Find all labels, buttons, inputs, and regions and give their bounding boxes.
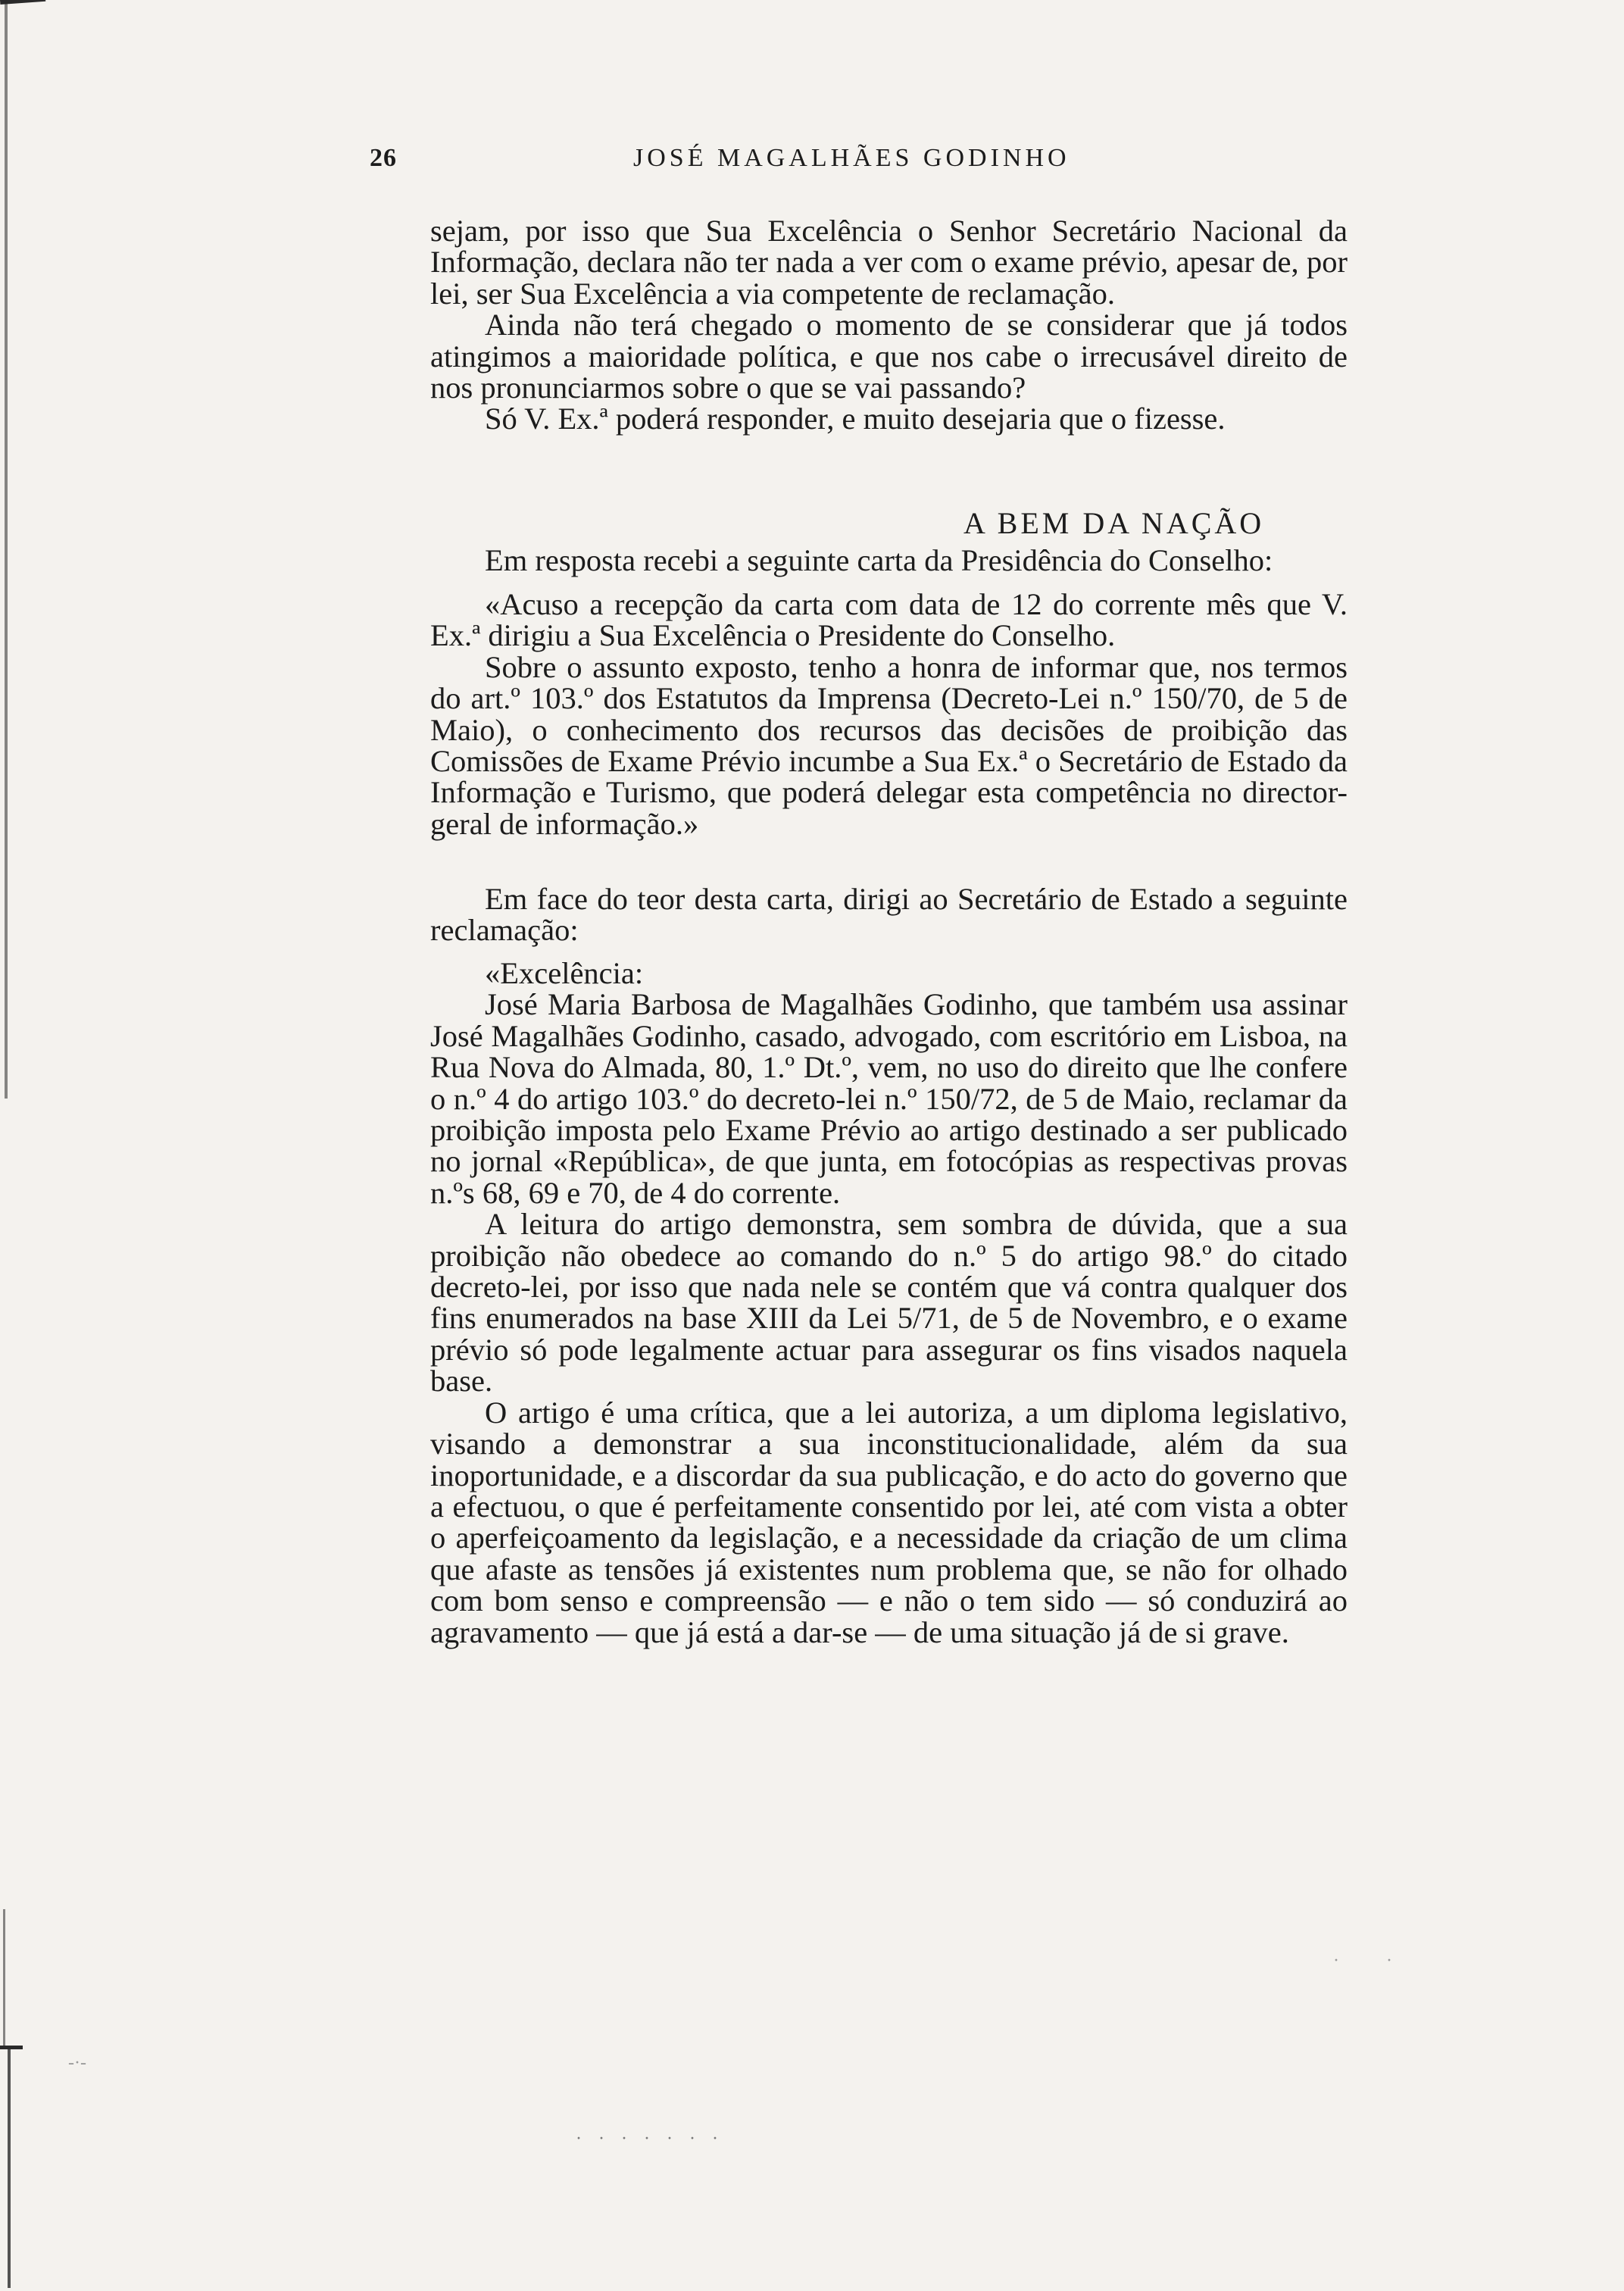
- letter-ending: [430, 215, 1348, 435]
- paragraph: Ainda não terá chegado o momento de se considerar que já todos atingimos a maioridade política, e que nos cabe o irrecusável direito de nos pronunciarmos sobre o que se vai passando?: [430, 308, 1348, 405]
- paragraph: «Acuso a recepção da carta com data de 12 do corrente mês que V. Ex.ª dirigiu a Sua Excelência o Presidente do Conselho.: [430, 587, 1348, 653]
- salutation: «Excelência:: [485, 956, 644, 990]
- scan-speck: ·: [1386, 1951, 1392, 1971]
- paragraph: sejam, por isso que Sua Excelência o Senhor Secretário Nacional da Informação, declara não ter nada a ver com o exame prévio, apesar de, por lei, ser Sua Excelência a via competente de reclamação.: [430, 214, 1348, 311]
- intro-paragraph-1: [430, 545, 1348, 576]
- scan-edge-mark: [3, 1909, 5, 2046]
- paragraph: Sobre o assunto exposto, tenho a honra de informar que, nos termos do art.º 103.º dos Estatutos da Imprensa (Decreto-Lei n.º 150/70, de 5 de Maio), o conhecimento dos recursos das decisões de proibição das Comissões de Exame Prévio incumbe a Sua Ex.ª o Secretário de Estado da Informação e Turismo, que poderá delegar esta competência no director-geral de informação.»: [430, 649, 1348, 841]
- running-title: JOSÉ MAGALHÃES GODINHO: [633, 144, 1070, 172]
- presidency-reply: [430, 589, 1348, 839]
- letter-signoff: A BEM DA NAÇÃO: [963, 506, 1265, 540]
- scan-smudge: · · · · · · ·: [576, 2129, 724, 2149]
- paragraph: Em resposta recebi a seguinte carta da Presidência do Conselho:: [485, 543, 1273, 577]
- intro-paragraph-2: [430, 883, 1348, 946]
- page-number: 26: [370, 144, 397, 172]
- scan-speck: -·-: [68, 2053, 86, 2073]
- running-header: [0, 144, 1624, 189]
- paragraph: Só V. Ex.ª poderá responder, e muito desejaria que o fizesse.: [485, 402, 1226, 436]
- scan-edge-mark: [0, 2046, 23, 2049]
- paragraph: José Maria Barbosa de Magalhães Godinho, que também usa assinar José Magalhães Godinho, casado, advogado, com escritório em Lisboa, na Rua Nova do Almada, 80, 1.º Dt.º, vem, no uso do direito que lhe confere o n.º 4 do artigo 103.º do decreto-lei n.º 150/72, de 5 de Maio, reclamar da proibição imposta pelo Exame Prévio ao artigo destinado a ser publicado no jornal «República», de que junta, em fotocópias as respectivas provas n.ºs 68, 69 e 70, de 4 do corrente.: [430, 987, 1348, 1210]
- scan-edge-mark: [8, 2046, 11, 2288]
- paragraph: Em face do teor desta carta, dirigi ao Secretário de Estado a seguinte reclamação:: [430, 882, 1348, 948]
- scan-speck: ·: [1333, 1951, 1339, 1971]
- paragraph: A leitura do artigo demonstra, sem sombra de dúvida, que a sua proibição não obedece ao comando do n.º 5 do artigo 98.º do citado decreto-lei, por isso que nada nele se contém que vá contra qualquer dos fins enumerados na base XIII da Lei 5/71, de 5 de Novembro, e o exame prévio só pode legalmente actuar para assegurar os fins visados naquela base.: [430, 1207, 1348, 1399]
- complaint-letter: [430, 958, 1348, 1648]
- paragraph: O artigo é uma crítica, que a lei autoriza, a um diploma legislativo, visando a demonstrar a sua inconstitucionalidade, além da sua inoportunidade, e a discordar da sua publicação, e do acto do governo que a efectuou, o que é perfeitamente consentido por lei, até com vista a obter o aperfeiçoamento da legislação, e a necessidade da criação de um clima que afaste as tensões já existentes num problema que, se não for olhado com bom senso e compreensão — e não o tem sido — só conduzirá ao agravamento — que já está a dar-se — de uma situação já de si grave.: [430, 1395, 1348, 1649]
